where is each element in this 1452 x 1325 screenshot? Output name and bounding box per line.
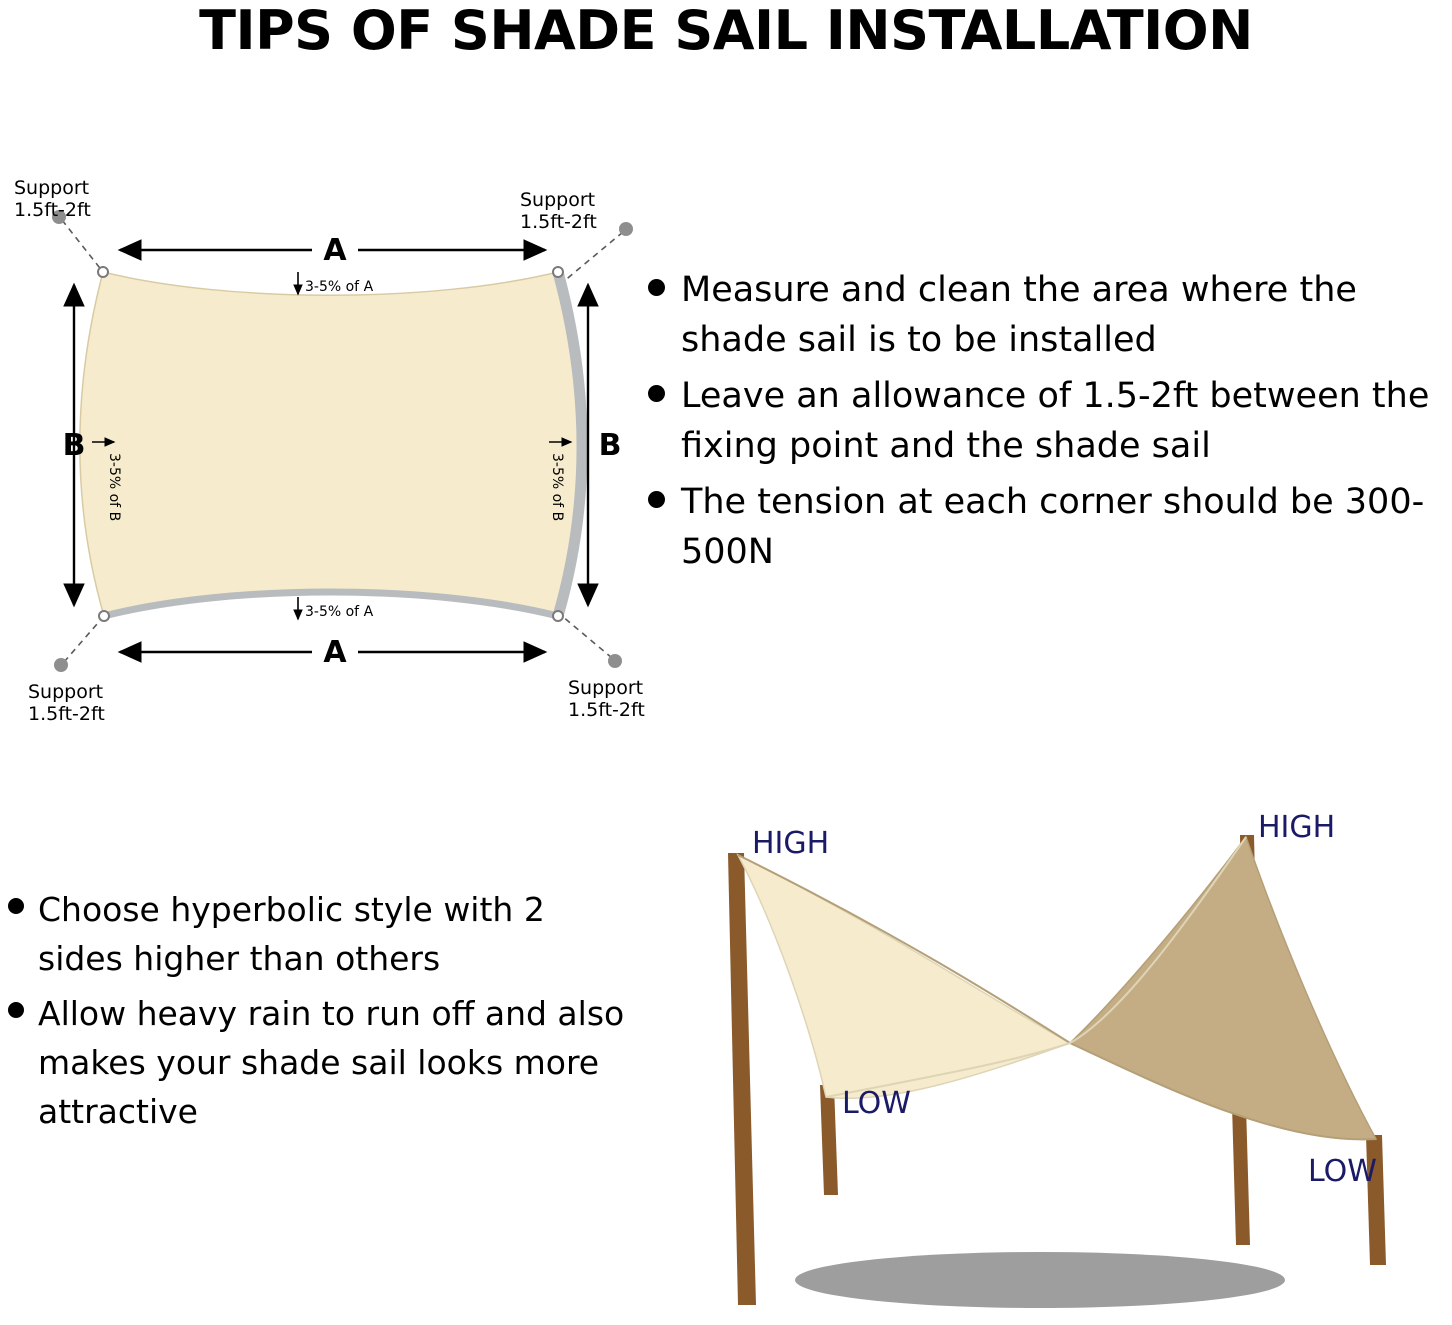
dim-left-B: B [62, 428, 86, 463]
post-mid-rear [1232, 1105, 1250, 1245]
support-label-top-left-line2: 1.5ft-2ft [14, 199, 91, 221]
curve-note-bottom: 3-5% of A [305, 604, 374, 620]
bullet-icon [8, 1002, 24, 1018]
tip-text: The tension at each corner should be 300-500N [681, 482, 1425, 572]
curve-note-top: 3-5% of A [305, 279, 374, 295]
list-item [648, 477, 1448, 577]
sail-panel-dark [1070, 837, 1376, 1139]
support-label-bottom-left-line1: Support [28, 681, 104, 703]
tip-text: Measure and clean the area where the shade sail is to be installed [681, 270, 1357, 360]
bullet-icon [648, 385, 665, 402]
label-high-right: HIGH [1258, 810, 1336, 845]
support-label-top-right-line2: 1.5ft-2ft [520, 211, 597, 233]
bullet-icon [648, 279, 665, 296]
page-title: TIPS OF SHADE SAIL INSTALLATION [199, 0, 1253, 62]
post-low-left [820, 1085, 838, 1195]
sail-panel-light [738, 855, 1070, 1098]
label-low-right: LOW [1308, 1154, 1377, 1189]
support-label-bottom-right-line1: Support [568, 677, 644, 699]
list-item [648, 371, 1448, 471]
style-tips-list [0, 885, 630, 1142]
post-high-left [728, 853, 756, 1305]
hyperbolic-sail-diagram [640, 775, 1452, 1325]
support-label-top-right-line1: Support [520, 189, 596, 211]
curve-note-right: 3-5% of B [549, 453, 565, 522]
list-item [0, 989, 630, 1136]
dim-bottom-A: A [323, 635, 347, 670]
dim-right-B: B [598, 428, 622, 463]
label-low-left: LOW [842, 1086, 911, 1121]
style-tip-text: Allow heavy rain to run off and also makes your shade sail looks more attractive [38, 994, 625, 1131]
support-label-bottom-left-line2: 1.5ft-2ft [28, 703, 105, 725]
style-tip-text: Choose hyperbolic style with 2 sides higher than others [38, 890, 545, 978]
curve-note-left: 3-5% of B [106, 453, 122, 522]
dim-top-A: A [323, 233, 347, 268]
list-item [648, 265, 1448, 365]
bullet-icon [8, 898, 24, 914]
support-label-bottom-right-line2: 1.5ft-2ft [568, 699, 645, 721]
installation-tips-list [648, 265, 1448, 583]
list-item [0, 885, 630, 983]
label-high-left: HIGH [752, 826, 830, 861]
sail-shape [80, 272, 582, 616]
bullet-icon [648, 491, 665, 508]
support-label-top-left-line1: Support [14, 177, 90, 199]
shade-sail-dimension-diagram [0, 160, 660, 740]
tip-text: Leave an allowance of 1.5-2ft between the fixing point and the shade sail [681, 376, 1430, 466]
